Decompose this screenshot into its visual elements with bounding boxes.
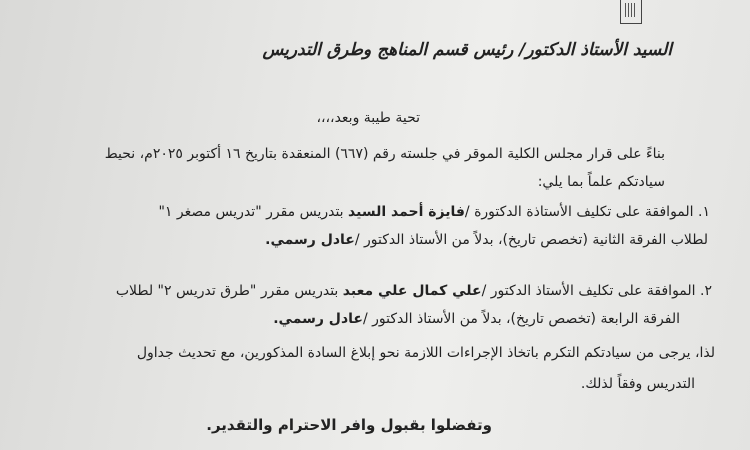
item-2-line-2 — [273, 311, 680, 327]
intro-line-2: سيادتكم علماً بما يلي: — [537, 174, 665, 190]
item-2-suffix: بتدريس مقرر "طرق تدريس ٢" لطلاب — [115, 283, 343, 299]
item-1-number: ١. — [698, 204, 710, 220]
intro-line-1: بناءً على قرار مجلس الكلية الموقر في جلسته رقم (٦٦٧) المنعقدة بتاريخ ١٦ أكتوبر ٢٠٢٥م، نحيط — [104, 146, 665, 162]
item-2-line2-prefix: الفرقة الرابعة (تخصص تاريخ)، بدلاً من الأستاذ الدكتور / — [362, 311, 680, 327]
item-1-line2-prefix: لطلاب الفرقة الثانية (تخصص تاريخ)، بدلاً من الأستاذ الدكتور / — [354, 232, 708, 248]
item-1-line-2 — [265, 232, 708, 248]
item-1-prefix: الموافقة على تكليف الأستاذة الدكتورة / — [464, 204, 694, 220]
item-2-replaced: عادل رسمي. — [273, 311, 363, 327]
item-1-suffix: بتدريس مقرر "تدريس مصغر ١" — [158, 204, 349, 220]
item-1-replaced: عادل رسمي. — [265, 232, 355, 248]
request-line-2: التدريس وفقاً لذلك. — [580, 376, 695, 392]
faculty-logo-icon — [620, 0, 642, 24]
item-2-name: علي كمال علي معبد — [342, 283, 482, 299]
letter-closing: وتفضلوا بقبول وافر الاحترام والتقدير. — [206, 416, 492, 434]
letter-greeting: تحية طيبة وبعد،،،، — [316, 110, 420, 126]
item-2-line-1 — [116, 283, 712, 299]
request-line-1: لذا، يرجى من سيادتكم التكرم باتخاذ الإجراءات اللازمة نحو إبلاغ السادة المذكورين، مع تحديث جداول — [136, 345, 715, 361]
item-1-name: فايزة أحمد السيد — [348, 204, 465, 220]
item-2-number: ٢. — [700, 283, 712, 299]
item-2-prefix: الموافقة على تكليف الأستاذ الدكتور / — [481, 283, 696, 299]
item-1-line-1 — [158, 204, 710, 220]
letter-addressee: السيد الأستاذ الدكتور/ رئيس قسم المناهج وطرق التدريس — [262, 40, 672, 60]
